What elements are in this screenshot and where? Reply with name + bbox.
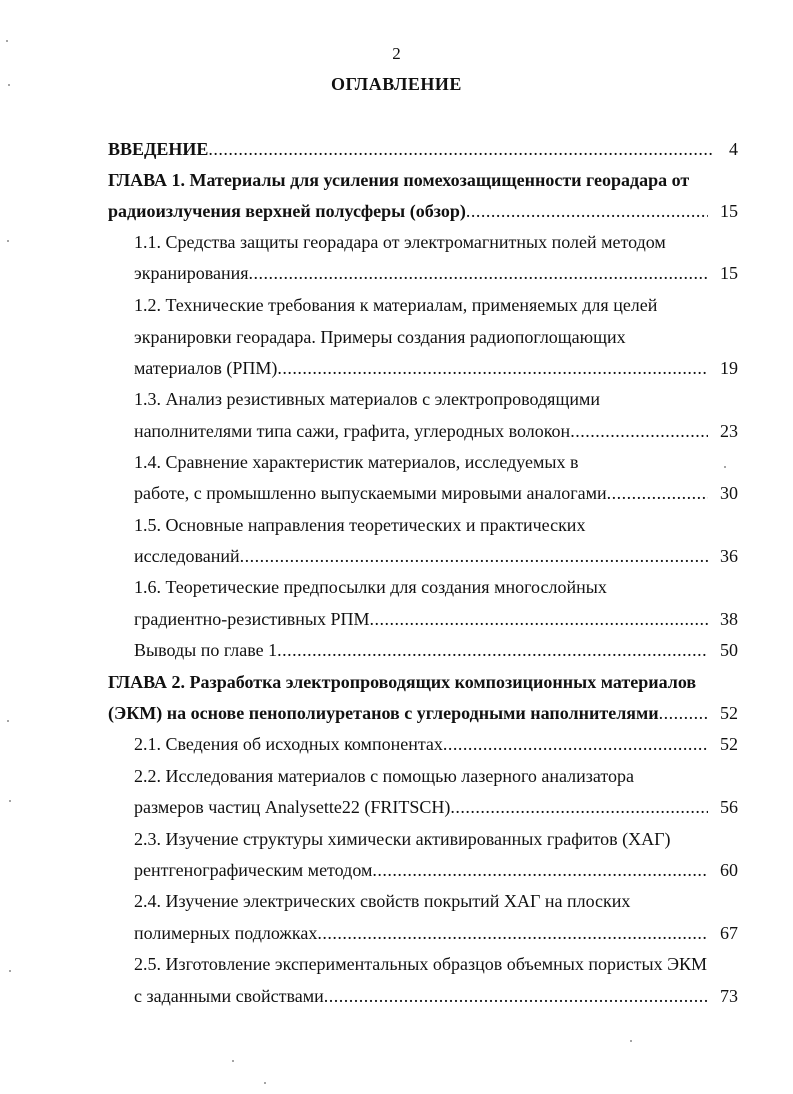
toc-page-number: 52 bbox=[708, 698, 738, 728]
toc-page-number: 23 bbox=[708, 416, 738, 446]
toc-line: рентгенографическим методом . . . bbox=[134, 855, 708, 885]
toc-line: 1.4. Сравнение характеристик материалов, исследуемых в bbox=[134, 452, 579, 472]
scan-speck bbox=[8, 84, 10, 86]
toc-line: 2.2. Исследования материалов с помощью лазерного анализатора bbox=[134, 766, 635, 786]
toc-page-number: 15 bbox=[708, 258, 738, 288]
scan-speck bbox=[264, 1082, 266, 1084]
toc-line: 1.5. Основные направления теоретических и практических bbox=[134, 515, 586, 535]
toc-line: ГЛАВА 1. Материалы для усиления помехозащищенности георадара от bbox=[108, 170, 690, 190]
toc-page-number: 67 bbox=[708, 918, 738, 948]
scan-speck bbox=[7, 240, 9, 242]
toc-line: материалов (РПМ) . . . bbox=[134, 353, 708, 383]
scan-speck bbox=[7, 720, 9, 722]
toc-line: ВВЕДЕНИЕ . . . bbox=[108, 134, 720, 164]
scan-speck bbox=[9, 800, 11, 802]
page-number: 2 bbox=[392, 44, 401, 63]
scan-speck bbox=[6, 40, 8, 42]
page-title: ОГЛАВЛЕНИЕ bbox=[331, 74, 462, 94]
scan-speck bbox=[9, 970, 11, 972]
toc-line: исследований . . . bbox=[134, 541, 708, 571]
toc-page-number: 36 bbox=[708, 541, 738, 571]
toc-line: наполнителями типа сажи, графита, углеродных волокон . . . bbox=[134, 416, 708, 446]
toc-line: градиентно-резистивных РПМ . . . bbox=[134, 604, 708, 634]
toc-line: 1.3. Анализ резистивных материалов с электропроводящими bbox=[134, 389, 600, 409]
toc-line: 2.4. Изучение электрических свойств покрытий ХАГ на плоских bbox=[134, 891, 631, 911]
toc-line: 1.6. Теоретические предпосылки для создания многослойных bbox=[134, 577, 607, 597]
scan-speck bbox=[630, 1040, 632, 1042]
scan-speck bbox=[232, 1060, 234, 1062]
toc-line: полимерных подложках . . . bbox=[134, 918, 708, 948]
toc-line: экранировки георадара. Примеры создания радиопоглощающих bbox=[134, 327, 626, 347]
toc-line: 1.2. Технические требования к материалам, применяемых для целей bbox=[134, 295, 658, 315]
toc-line: радиоизлучения верхней полусферы (обзор) . . . bbox=[108, 196, 708, 226]
toc-page-number: 4 bbox=[712, 134, 738, 164]
toc-page-number: 73 bbox=[708, 981, 738, 1011]
toc-line: Выводы по главе 1 . . . bbox=[134, 635, 708, 665]
toc-line: экранирования . . . bbox=[134, 258, 708, 288]
toc-line: размеров частиц Analysette22 (FRITSCH) . . . bbox=[134, 792, 708, 822]
toc-page-number: 38 bbox=[708, 604, 738, 634]
toc-line: с заданными свойствами . . . bbox=[134, 981, 708, 1011]
toc-line: 2.1. Сведения об исходных компонентах . . . bbox=[134, 729, 708, 759]
toc-line: 1.1. Средства защиты георадара от электромагнитных полей методом bbox=[134, 232, 666, 252]
toc-page-number: 19 bbox=[708, 353, 738, 383]
toc-page-number: 52 bbox=[708, 729, 738, 759]
toc-line: (ЭКМ) на основе пенополиуретанов с углеродными наполнителями . . . bbox=[108, 698, 710, 728]
toc-page-number: 50 bbox=[708, 635, 738, 665]
scan-speck bbox=[724, 466, 726, 468]
toc-line: работе, с промышленно выпускаемыми мировыми аналогами . . . bbox=[134, 478, 708, 508]
toc-page-number: 15 bbox=[708, 196, 738, 226]
toc-line: ГЛАВА 2. Разработка электропроводящих композиционных материалов bbox=[108, 672, 697, 692]
toc-page-number: 56 bbox=[708, 792, 738, 822]
toc-page-number: 60 bbox=[708, 855, 738, 885]
toc-page-number: 30 bbox=[708, 478, 738, 508]
toc-line: 2.3. Изучение структуры химически активированных графитов (ХАГ) bbox=[134, 829, 671, 849]
toc-line: 2.5. Изготовление экспериментальных образцов объемных пористых ЭКМ bbox=[134, 954, 707, 974]
